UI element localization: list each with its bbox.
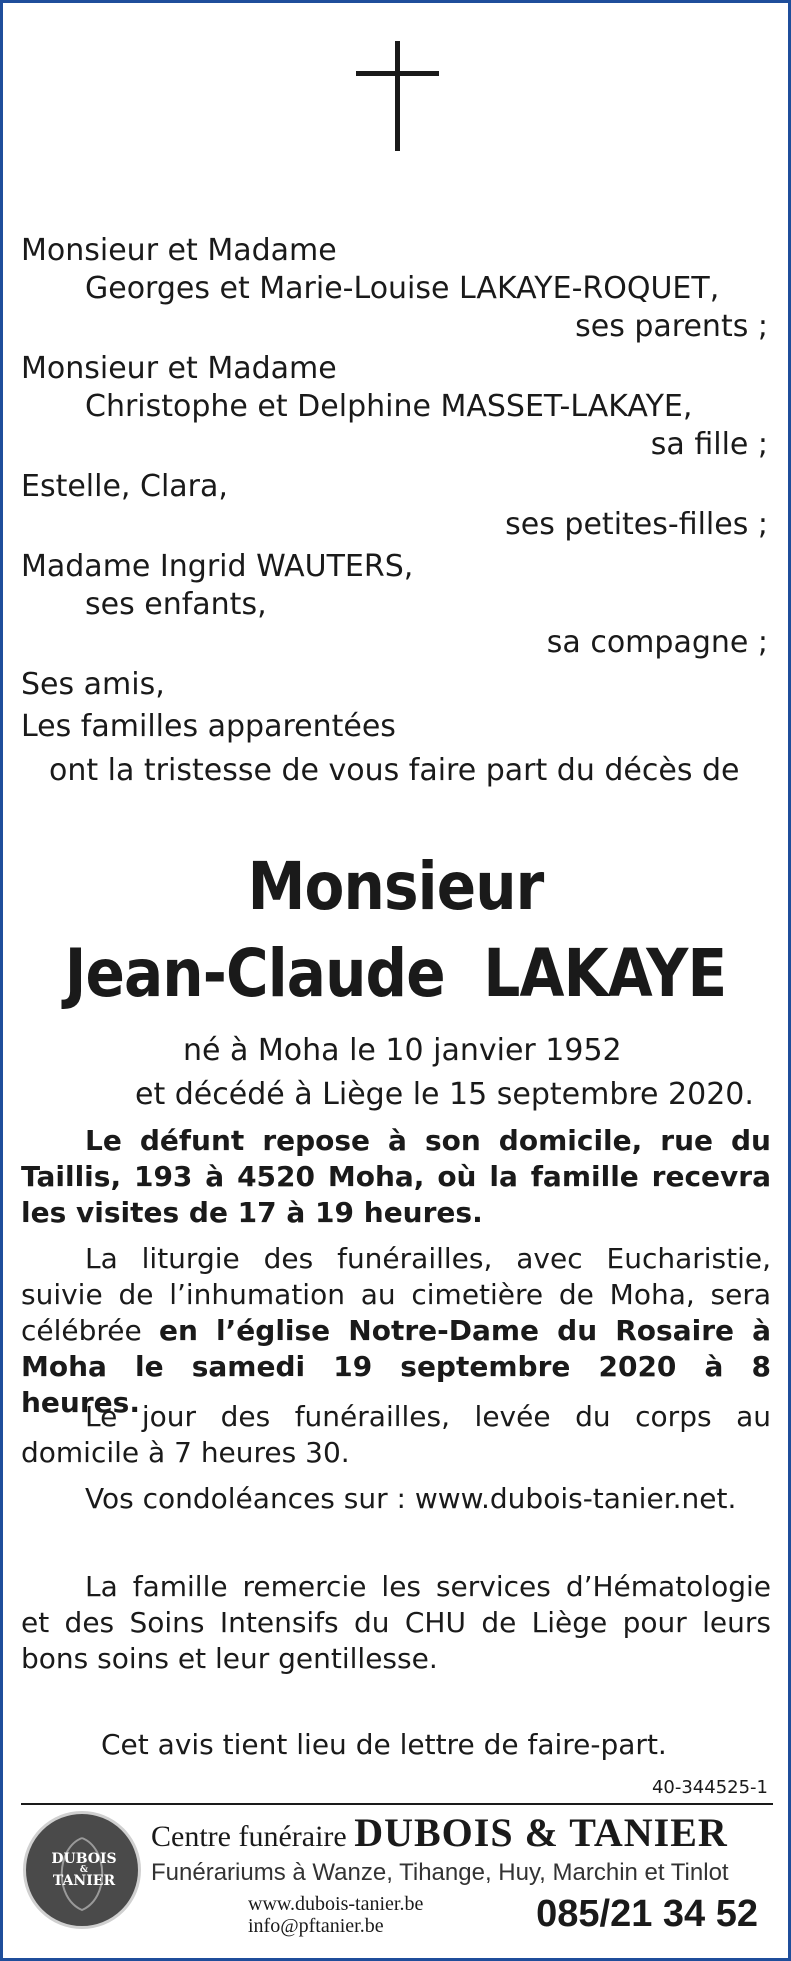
- logo-text: &: [79, 1865, 89, 1875]
- funeral-home-brand: DUBOIS & TANIER: [354, 1810, 728, 1855]
- logo-text: TANIER: [52, 1873, 116, 1889]
- family-line: Georges et Marie-Louise LAKAYE-ROQUET,: [85, 271, 720, 306]
- funeral-home-title: Centre funéraire DUBOIS & TANIER: [151, 1810, 728, 1855]
- liturgy-paragraph: La liturgie des funérailles, avec Eucharistie, suivie de l’inhumation au cimetière de Moha, sera célébrée en l’église Notre-Dame du Rosaire à Moha le samedi 19 septembre 2020 à 8 heures.: [21, 1242, 771, 1419]
- family-line: Madame Ingrid WAUTERS,: [21, 549, 414, 584]
- thanks-paragraph: La famille remercie les services d’Hématologie et des Soins Intensifs du CHU de Liège pour leurs bons soins et leur gentillesse.: [21, 1570, 771, 1675]
- family-line: Ses amis,: [21, 667, 165, 702]
- funeral-home-locations: Funérariums à Wanze, Tihange, Huy, Marchin et Tinlot: [151, 1859, 729, 1886]
- family-relation: sa fille ;: [650, 427, 768, 462]
- deceased-title: Monsieur: [247, 848, 544, 925]
- birth-line: né à Moha le 10 janvier 1952: [183, 1033, 622, 1068]
- family-line: Estelle, Clara,: [21, 469, 228, 504]
- deceased-name: Jean-Claude LAKAYE: [64, 935, 727, 1012]
- email-link[interactable]: info@pftanier.be: [248, 1915, 384, 1937]
- family-line: ses enfants,: [85, 587, 267, 622]
- rest-paragraph: Le défunt repose à son domicile, rue du Taillis, 193 à 4520 Moha, où la famille recevra les visites de 17 à 19 heures.: [21, 1124, 771, 1229]
- dubois-tanier-logo: [23, 1811, 141, 1929]
- family-relation: ses petites-filles ;: [505, 507, 768, 542]
- family-relation: ses parents ;: [575, 309, 768, 344]
- condolences-paragraph: Vos condoléances sur : www.dubois-tanier.net.: [85, 1482, 737, 1515]
- family-relation: sa compagne ;: [546, 625, 768, 660]
- levee-paragraph: Le jour des funérailles, levée du corps au domicile à 7 heures 30.: [21, 1400, 771, 1469]
- cross-icon: [3, 3, 788, 203]
- reference-number: 40-344525-1: [651, 1777, 768, 1798]
- final-line: Cet avis tient lieu de lettre de faire-part.: [101, 1728, 667, 1761]
- obituary-notice: [3, 3, 788, 1958]
- death-line: et décédé à Liège le 15 septembre 2020.: [135, 1077, 754, 1112]
- website-link[interactable]: www.dubois-tanier.be: [248, 1893, 424, 1915]
- phone-number: 085/21 34 52: [536, 1893, 758, 1935]
- logo-text: DUBOIS: [51, 1851, 117, 1867]
- funeral-home-footer: [3, 1803, 788, 1953]
- family-line: Monsieur et Madame: [21, 233, 337, 268]
- family-line: Les familles apparentées: [21, 709, 396, 744]
- family-line: Christophe et Delphine MASSET-LAKAYE,: [85, 389, 693, 424]
- announcement-line: ont la tristesse de vous faire part du décès de: [49, 753, 740, 788]
- contact-block: [248, 1893, 423, 1937]
- family-line: Monsieur et Madame: [21, 351, 337, 386]
